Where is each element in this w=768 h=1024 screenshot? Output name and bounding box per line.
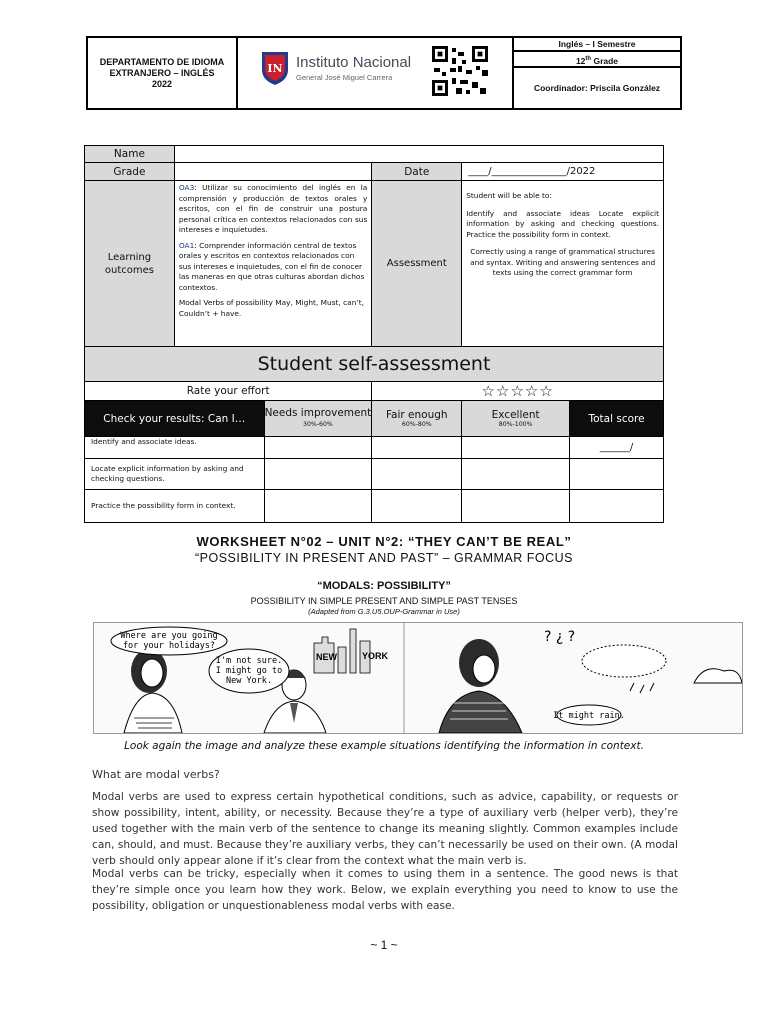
paragraph-2: Modal verbs can be tricky, especially when it comes to using them in a sentence. The good news is that they’re simple once you learn how they work. Below, we explain everything you need to know to use the possibility, obligation or unquestionableness modal verbs with ease. bbox=[92, 868, 678, 912]
learning-outcomes-label: Learning outcomes bbox=[85, 181, 175, 347]
grade-field-label: Grade bbox=[85, 163, 175, 181]
course-label: Inglés – I Semestre bbox=[514, 38, 680, 52]
new-sign: NEW bbox=[316, 652, 337, 662]
row-label: Identify and associate ideas. bbox=[85, 437, 265, 459]
needs-improvement-header: Needs improvement 30%-60% bbox=[264, 401, 372, 437]
worksheet-title: WORKSHEET N°02 – UNIT N°2: “THEY CAN’T BE REAL” bbox=[196, 534, 572, 549]
total-score-header: Total score bbox=[570, 401, 664, 437]
year: 2022 bbox=[151, 78, 173, 89]
york-sign: YORK bbox=[362, 651, 389, 661]
date-label: Date bbox=[372, 163, 462, 181]
checkbox-cell[interactable] bbox=[264, 437, 372, 459]
checkbox-cell[interactable] bbox=[462, 490, 570, 523]
oa3-code: OA3 bbox=[178, 183, 195, 192]
table-row bbox=[85, 490, 664, 523]
total-score-cell[interactable] bbox=[570, 490, 664, 523]
svg-text:I might go to: I might go to bbox=[215, 666, 283, 676]
paragraph-1: Modal verbs are used to express certain hypothetical conditions, such as advice, capability, or requests or show possibility, intent, ability, or necessity. Because they’re a type of auxiliary verb (helper verb), they’re used together with the main verb of the sentence to change its meaning slightly. Common examples include can, should, and must. Because they’re auxiliary verbs, they can’t necessarily be used on their own. (A modal verb should only appear alone if it’s clear from the context what the main verb is. bbox=[92, 791, 678, 867]
checkbox-cell[interactable] bbox=[462, 437, 570, 459]
grade-field[interactable] bbox=[174, 163, 372, 181]
checkbox-cell[interactable] bbox=[372, 437, 462, 459]
coordinator-label: Coordinador: Priscila González bbox=[533, 83, 661, 93]
grade-label: 12th Grade bbox=[514, 52, 680, 68]
row-label: Practice the possibility form in context. bbox=[85, 490, 265, 523]
assessment-text bbox=[462, 181, 664, 347]
page-number: ~ 1 ~ bbox=[370, 938, 398, 952]
speech-bubble-3: It might rain. bbox=[553, 711, 625, 721]
institution-subname: General José Miguel Carrera bbox=[296, 73, 393, 82]
svg-text:New York.: New York. bbox=[225, 676, 273, 686]
assessment-table bbox=[84, 145, 664, 523]
assessment-label: Assessment bbox=[372, 181, 462, 347]
checkbox-cell[interactable] bbox=[372, 490, 462, 523]
fair-enough-header: Fair enough 60%-80% bbox=[372, 401, 462, 437]
assessment-intro: Student will be able to: bbox=[466, 191, 552, 200]
department-line-2: EXTRANJERO – INGLÉS bbox=[109, 67, 215, 78]
speech-bubble-1b: for your holidays? bbox=[122, 641, 216, 651]
institution-logo-icon bbox=[260, 50, 290, 86]
modals-title: “MODALS: POSSIBILITY” bbox=[317, 580, 451, 592]
worksheet-subtitle: “POSSIBILITY IN PRESENT AND PAST” – GRAMMAR FOCUS bbox=[194, 551, 574, 565]
self-assessment-title: Student self-assessment bbox=[85, 347, 664, 382]
modals-subtitle: POSSIBILITY IN SIMPLE PRESENT AND SIMPLE PAST TENSES bbox=[250, 596, 518, 606]
question-heading: What are modal verbs? bbox=[92, 768, 220, 781]
source-note: (Adapted from G.3.U5.OUP-Grammar in Use) bbox=[308, 607, 460, 616]
checkbox-cell[interactable] bbox=[264, 490, 372, 523]
assessment-correct: Correctly using a range of grammatical structures and syntax. Writing and answering sentences and texts using the correct grammar form bbox=[470, 247, 656, 277]
name-label: Name bbox=[85, 146, 175, 163]
comic-drawing bbox=[94, 623, 742, 733]
image-caption: Look again the image and analyze these example situations identifying the information in context. bbox=[124, 740, 644, 752]
qr-code-icon bbox=[432, 46, 488, 96]
oa3-text: : Utilizar su conocimiento del inglés en la comprensión y producción de textos orales y escritos, con el fin de construir una postura personal crítica en contextos relacionados con sus intereses e inquietudes. bbox=[178, 183, 368, 234]
table-row bbox=[85, 437, 664, 459]
comic-illustration bbox=[93, 622, 743, 734]
date-field[interactable]: ____/_______________/2022 bbox=[462, 163, 664, 181]
row-label: Locate explicit information by asking and checking questions. bbox=[85, 459, 265, 490]
checkbox-cell[interactable] bbox=[462, 459, 570, 490]
assessment-items: Identify and associate ideas Locate explicit information by asking and checking questions. Practice the possibility form in context. bbox=[466, 208, 659, 239]
course-info-cell bbox=[514, 38, 680, 108]
check-results-header: Check your results: Can I… bbox=[85, 401, 265, 437]
modal-verbs-note: Modal Verbs of possibility May, Might, Must, can’t, Couldn’t + have. bbox=[178, 298, 364, 318]
speech-bubble-1: Where are you going bbox=[120, 631, 218, 641]
name-field[interactable] bbox=[174, 146, 663, 163]
oa1-code: OA1 bbox=[178, 240, 195, 250]
learning-outcomes-text bbox=[174, 181, 372, 347]
table-row bbox=[85, 459, 664, 490]
oa1-text: : Comprender información central de textos orales y escritos en contextos relacionados con sus intereses e inquietudes, con el fin de conocer las maneras en que otras culturas abordan dichos contextos. bbox=[178, 240, 365, 292]
total-score-cell[interactable]: ______/ bbox=[570, 437, 664, 459]
checkbox-cell[interactable] bbox=[372, 459, 462, 490]
institution-name: Instituto Nacional bbox=[296, 54, 412, 71]
svg-text:IN: IN bbox=[267, 62, 283, 75]
excellent-header: Excellent 80%-100% bbox=[462, 401, 570, 437]
checkbox-cell[interactable] bbox=[264, 459, 372, 490]
document-header bbox=[86, 36, 682, 110]
effort-stars[interactable]: ☆☆☆☆☆ bbox=[372, 382, 664, 401]
svg-text:I'm not sure.: I'm not sure. bbox=[215, 656, 283, 666]
svg-text:? ¿ ?: ? ¿ ? bbox=[544, 629, 576, 645]
total-score-cell[interactable] bbox=[570, 459, 664, 490]
institution-cell bbox=[238, 38, 514, 108]
department-cell bbox=[88, 38, 238, 108]
rate-effort-label: Rate your effort bbox=[85, 382, 372, 401]
department-line-1: DEPARTAMENTO DE IDIOMA bbox=[99, 56, 225, 67]
